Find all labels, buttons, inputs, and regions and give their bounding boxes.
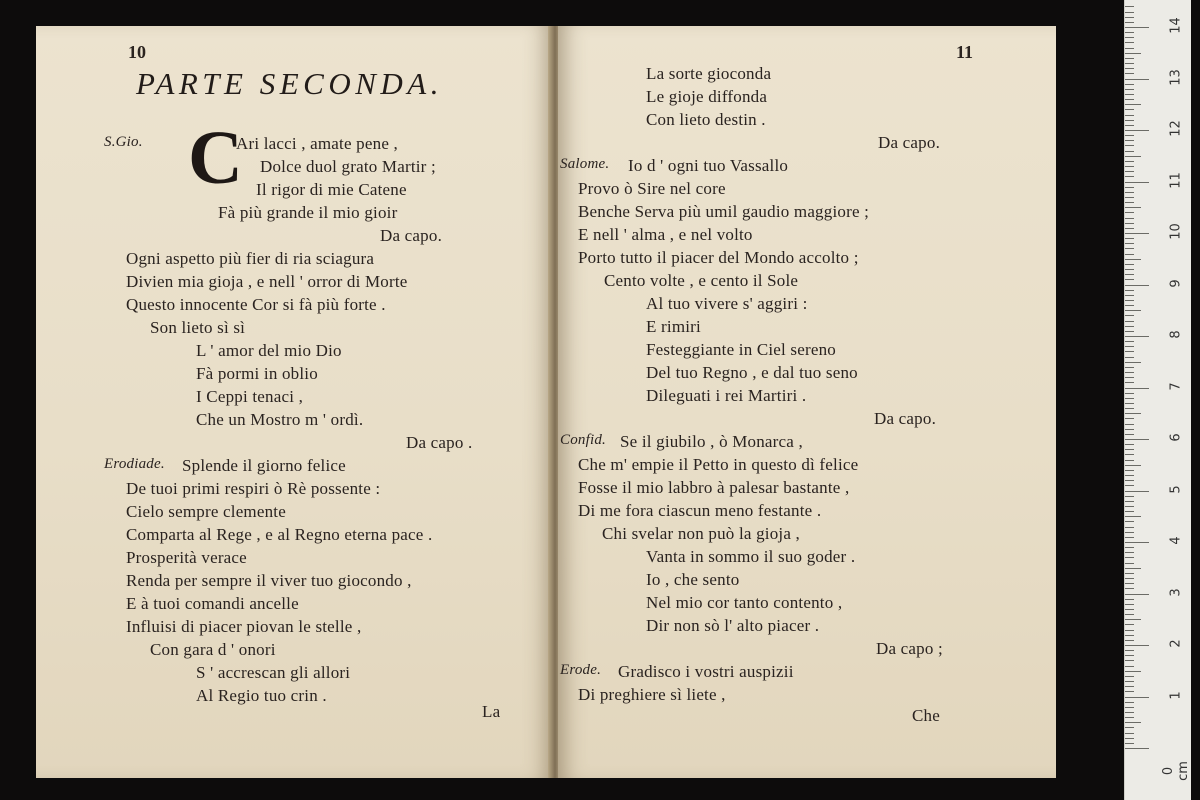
ruler-tick (1125, 640, 1134, 641)
verse-line: Io d ' ogni tuo Vassallo (628, 156, 789, 175)
ruler-tick (1125, 506, 1134, 507)
ruler-tick (1125, 557, 1134, 558)
ruler-tick (1125, 460, 1134, 461)
verse-line: Ogni aspetto più fier di ria sciagura (126, 249, 375, 268)
ruler-number: 2 (1168, 639, 1184, 648)
ruler-tick (1125, 264, 1134, 265)
ruler-tick (1125, 511, 1134, 512)
ruler-tick (1125, 285, 1149, 286)
ruler-tick (1125, 223, 1134, 224)
ruler-tick (1125, 594, 1149, 595)
verse-line: Prosperità verace (126, 548, 247, 567)
ruler-tick (1125, 444, 1134, 445)
ruler-tick (1125, 48, 1134, 49)
verse-line: Al Regio tuo crin . (196, 686, 327, 705)
ruler-tick (1125, 156, 1141, 157)
verse-line: Dileguati i rei Martiri . (646, 386, 807, 405)
ruler-tick (1125, 104, 1141, 105)
ruler-tick (1125, 485, 1134, 486)
ruler-tick (1125, 171, 1134, 172)
ruler-tick (1125, 619, 1141, 620)
ruler-tick (1125, 228, 1134, 229)
verse-line: De tuoi primi respiri ò Rè possente : (126, 479, 381, 498)
ruler-tick (1125, 532, 1134, 533)
ruler-tick (1125, 691, 1134, 692)
verse-line: Fà pormi in oblio (196, 364, 318, 383)
ruler-tick (1125, 491, 1149, 492)
right-page (558, 26, 1056, 778)
ruler-tick (1125, 321, 1134, 322)
ruler-tick (1125, 547, 1134, 548)
left-page (36, 26, 552, 778)
verse-line: L ' amor del mio Dio (196, 341, 342, 360)
ruler-tick (1125, 42, 1134, 43)
ruler-tick (1125, 295, 1134, 296)
verse-line: Che un Mostro m ' ordì. (196, 410, 364, 429)
verse-line: Gradisco i vostri auspizii (618, 662, 794, 681)
ruler-tick (1125, 501, 1134, 502)
ruler-tick (1125, 516, 1141, 517)
verse-line: Del tuo Regno , e dal tuo seno (646, 363, 858, 382)
ruler-tick (1125, 568, 1141, 569)
ruler-tick (1125, 212, 1134, 213)
ruler-tick (1125, 166, 1134, 167)
ruler-number: 7 (1168, 381, 1184, 391)
ruler-tick (1125, 94, 1134, 95)
ruler-tick (1125, 63, 1134, 64)
ruler-number: 13 (1168, 68, 1184, 86)
ruler-number: 10 (1168, 223, 1184, 240)
verse-line: Festeggiante in Ciel sereno (646, 340, 836, 359)
ruler-tick (1125, 712, 1134, 713)
ruler-tick (1125, 53, 1141, 54)
ruler-tick (1125, 161, 1134, 162)
ruler-tick (1125, 552, 1134, 553)
verse-line: E à tuoi comandi ancelle (126, 594, 299, 613)
measuring-ruler (1124, 0, 1191, 800)
ruler-tick (1125, 624, 1134, 625)
ruler-tick (1125, 120, 1134, 121)
ruler-tick (1125, 697, 1149, 698)
ruler-tick (1125, 17, 1134, 18)
ruler-tick (1125, 140, 1134, 141)
section-heading: PARTE SECONDA. (136, 66, 443, 101)
verse-line: Di me fora ciascun meno festante . (578, 501, 822, 520)
ruler-tick (1125, 254, 1134, 255)
verse-line: E nell ' alma , e nel volto (578, 225, 753, 244)
ruler-tick (1125, 563, 1134, 564)
ruler-tick (1125, 73, 1134, 74)
ruler-tick (1125, 542, 1149, 543)
verse-line: Con gara d ' onori (150, 640, 276, 659)
verse-line: Benche Serva più umil gaudio maggiore ; (578, 202, 870, 221)
ruler-tick (1125, 738, 1134, 739)
verse-line: Influisi di piacer piovan le stelle , (126, 617, 362, 636)
ruler-tick (1125, 686, 1134, 687)
verse-line: I Ceppi tenaci , (196, 387, 304, 406)
ruler-tick (1125, 717, 1134, 718)
ruler-number: 1 (1168, 690, 1184, 700)
ruler-number: 12 (1168, 120, 1184, 137)
ruler-tick (1125, 393, 1134, 394)
verse-line: Questo innocente Cor si fà più forte . (126, 295, 386, 314)
ruler-tick (1125, 645, 1149, 646)
verse-line: Con lieto destin . (646, 110, 766, 129)
ruler-tick (1125, 300, 1134, 301)
ruler-tick (1125, 310, 1141, 311)
ruler-tick (1125, 630, 1134, 631)
ruler-tick (1125, 413, 1141, 414)
ruler-tick (1125, 32, 1134, 33)
catchword: La (482, 702, 501, 721)
da-capo: Da capo. (380, 226, 443, 245)
verse-line: Cielo sempre clemente (126, 502, 286, 521)
ruler-tick (1125, 176, 1134, 177)
ruler-tick (1125, 372, 1134, 373)
ruler-tick (1125, 218, 1134, 219)
ruler-number: 11 (1168, 171, 1184, 189)
ruler-tick (1125, 259, 1141, 260)
ruler-tick (1125, 151, 1134, 152)
verse-line: Le gioje diffonda (646, 87, 768, 106)
ruler-tick (1125, 109, 1134, 110)
ruler-tick (1125, 27, 1149, 28)
verse-line: E rimiri (646, 317, 701, 336)
verse-line: Comparta al Rege , e al Regno eterna pace . (126, 525, 433, 544)
ruler-number: 5 (1168, 484, 1184, 494)
ruler-tick (1125, 429, 1134, 430)
verse-line: Cento volte , e cento il Sole (604, 271, 799, 290)
ruler-tick (1125, 480, 1134, 481)
ruler-tick (1125, 434, 1134, 435)
ruler-tick (1125, 403, 1134, 404)
ruler-tick (1125, 599, 1134, 600)
verse-line: Chi svelar non può la gioja , (602, 524, 800, 543)
page-number-left: 10 (128, 42, 146, 62)
ruler-tick (1125, 424, 1134, 425)
ruler-tick (1125, 671, 1141, 672)
verse-line: Fà più grande il mio gioir (218, 203, 398, 222)
ruler-tick (1125, 727, 1134, 728)
speaker-label: Erode. (560, 662, 602, 678)
ruler-tick (1125, 99, 1134, 100)
ruler-number: 4 (1168, 536, 1184, 545)
ruler-tick (1125, 604, 1134, 605)
ruler-tick (1125, 676, 1134, 677)
verse-line: Divien mia gioja , e nell ' orror di Morte (126, 272, 408, 291)
ruler-tick (1125, 707, 1134, 708)
ruler-tick (1125, 269, 1134, 270)
verse-line: Se il giubilo , ò Monarca , (620, 432, 803, 451)
ruler-tick (1125, 537, 1134, 538)
verse-line: Dolce duol grato Martir ; (260, 157, 436, 176)
ruler-tick (1125, 702, 1134, 703)
ruler-tick (1125, 58, 1134, 59)
ruler-tick (1125, 125, 1134, 126)
verse-line: S ' accrescan gli allori (196, 663, 351, 682)
ruler-tick (1125, 233, 1149, 234)
ruler-number: 14 (1168, 17, 1184, 34)
da-capo: Da capo. (874, 409, 937, 428)
ruler-tick (1125, 388, 1149, 389)
ruler-tick (1125, 382, 1134, 383)
ruler-tick (1125, 583, 1134, 584)
ruler-tick (1125, 6, 1134, 7)
ruler-tick (1125, 145, 1134, 146)
ruler-tick (1125, 331, 1134, 332)
ruler-tick (1125, 243, 1134, 244)
ruler-number: 9 (1168, 278, 1184, 288)
ruler-tick (1125, 655, 1134, 656)
ruler-tick (1125, 135, 1134, 136)
ruler-tick (1125, 367, 1134, 368)
ruler-tick (1125, 238, 1134, 239)
ruler-tick (1125, 362, 1141, 363)
ruler-tick (1125, 351, 1134, 352)
page-number-right: 11 (956, 42, 974, 62)
ruler-tick (1125, 182, 1149, 183)
ruler-tick (1125, 418, 1134, 419)
ruler-tick (1125, 408, 1134, 409)
ruler-tick (1125, 635, 1134, 636)
ruler-tick (1125, 37, 1134, 38)
verse-line: Al tuo vivere s' aggiri : (646, 294, 808, 313)
ruler-tick (1125, 470, 1134, 471)
ruler-tick (1125, 192, 1134, 193)
ruler-tick (1125, 650, 1134, 651)
ruler-tick (1125, 578, 1134, 579)
verse-line: Il rigor di mie Catene (256, 180, 407, 199)
ruler-tick (1125, 609, 1134, 610)
ruler-tick (1125, 573, 1134, 574)
ruler-tick (1125, 89, 1134, 90)
speaker-label: Confid. (560, 432, 606, 448)
da-capo: Da capo . (406, 433, 473, 452)
da-capo: Da capo ; (876, 639, 943, 658)
verse-line: Son lieto sì sì (150, 318, 246, 337)
verse-line: Che m' empie il Petto in questo dì felice (578, 455, 859, 474)
ruler-tick (1125, 660, 1134, 661)
verse-line: Renda per sempre il viver tuo giocondo , (126, 571, 412, 590)
ruler-tick (1125, 207, 1141, 208)
verse-line: Di preghiere sì liete , (578, 685, 726, 704)
drop-cap: C (188, 116, 243, 200)
ruler-tick (1125, 336, 1149, 337)
verse-line: Nel mio cor tanto contento , (646, 593, 843, 612)
ruler-tick (1125, 290, 1134, 291)
ruler-tick (1125, 274, 1134, 275)
ruler-tick (1125, 346, 1134, 347)
catchword: Che (912, 706, 940, 725)
verse-line: La sorte gioconda (646, 64, 772, 83)
verse-line: Vanta in sommo il suo goder . (646, 547, 856, 566)
speaker-label: S.Gio. (104, 134, 143, 150)
verse-line: Splende il giorno felice (182, 456, 346, 475)
ruler-tick (1125, 722, 1141, 723)
ruler-tick (1125, 475, 1134, 476)
verse-line: Io , che sento (646, 570, 740, 589)
ruler-tick (1125, 12, 1134, 13)
ruler-tick (1125, 22, 1134, 23)
ruler-number: 3 (1168, 587, 1184, 597)
ruler-number: 8 (1168, 330, 1184, 339)
ruler-tick (1125, 439, 1149, 440)
ruler-tick (1125, 588, 1134, 589)
ruler-tick (1125, 115, 1134, 116)
ruler-unit-label: 0 cm (1161, 761, 1191, 781)
ruler-tick (1125, 681, 1134, 682)
ruler-tick (1125, 84, 1134, 85)
ruler-tick (1125, 279, 1134, 280)
ruler-tick (1125, 197, 1134, 198)
speaker-label: Salome. (560, 156, 610, 172)
ruler-tick (1125, 357, 1134, 358)
verse-line: Fosse il mio labbro à palesar bastante , (578, 478, 850, 497)
ruler-tick (1125, 202, 1134, 203)
verse-line: Dir non sò l' alto piacer . (646, 616, 820, 635)
verse-line: Provo ò Sire nel core (578, 179, 726, 198)
open-book (36, 26, 1056, 778)
da-capo: Da capo. (878, 133, 941, 152)
ruler-tick (1125, 733, 1134, 734)
ruler-tick (1125, 248, 1134, 249)
ruler-number: 6 (1168, 433, 1184, 442)
ruler-tick (1125, 496, 1134, 497)
verse-line: Porto tutto il piacer del Mondo accolto ; (578, 248, 859, 267)
ruler-tick (1125, 748, 1149, 749)
ruler-tick (1125, 315, 1134, 316)
ruler-tick (1125, 326, 1134, 327)
ruler-tick (1125, 398, 1134, 399)
ruler-tick (1125, 341, 1134, 342)
ruler-tick (1125, 527, 1134, 528)
ruler-tick (1125, 377, 1134, 378)
ruler-tick (1125, 743, 1134, 744)
ruler-tick (1125, 521, 1134, 522)
ruler-tick (1125, 130, 1149, 131)
ruler-tick (1125, 465, 1141, 466)
verse-line: Ari lacci , amate pene , (236, 134, 398, 153)
ruler-tick (1125, 449, 1134, 450)
ruler-tick (1125, 187, 1134, 188)
ruler-tick (1125, 666, 1134, 667)
ruler-tick (1125, 68, 1134, 69)
ruler-tick (1125, 614, 1134, 615)
speaker-label: Erodiade. (104, 456, 165, 472)
ruler-tick (1125, 79, 1149, 80)
ruler-tick (1125, 305, 1134, 306)
ruler-tick (1125, 454, 1134, 455)
